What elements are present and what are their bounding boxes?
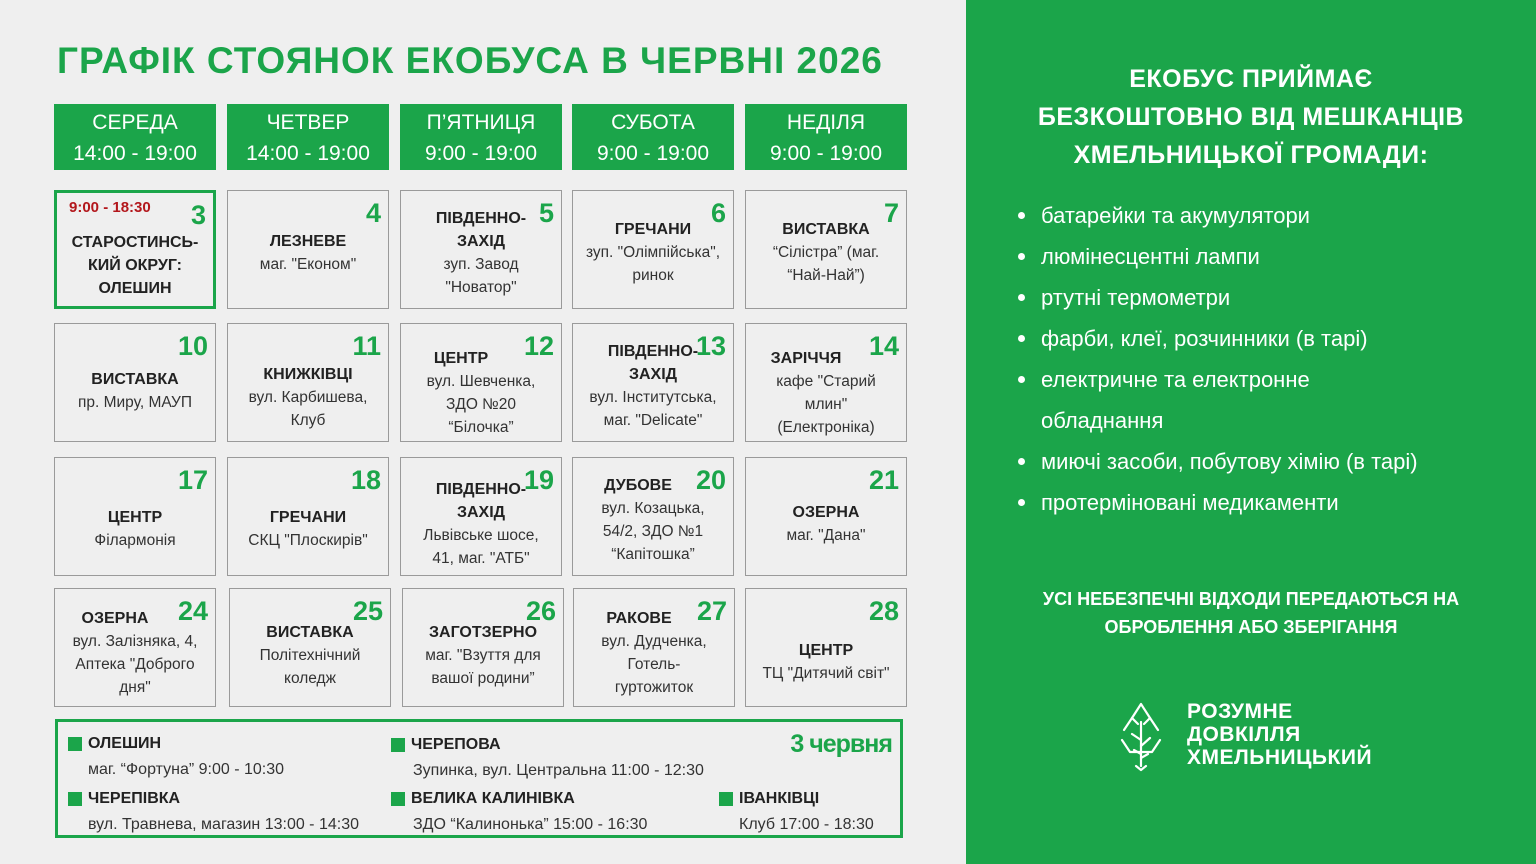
day-number: 25 <box>352 596 383 626</box>
logo-text <box>1187 700 1372 769</box>
cell-body <box>404 458 558 575</box>
day-name: СУБОТА <box>611 111 695 134</box>
village-address: Клуб 17:00 - 18:30 <box>739 816 874 833</box>
calendar-cell <box>54 323 216 442</box>
day-name: СЕРЕДА <box>92 111 178 134</box>
calendar-cell <box>745 323 907 442</box>
village-stop <box>391 732 704 784</box>
accepted-heading <box>966 60 1536 174</box>
location-name: РАКОВЕ <box>606 609 672 627</box>
list-item-text: батарейки та акумулятори <box>1041 203 1310 228</box>
bullet-icon <box>1018 499 1025 506</box>
day-number: 20 <box>695 465 726 495</box>
location-name: ДУБОВЕ <box>604 476 672 494</box>
calendar-cell <box>573 588 735 707</box>
list-item <box>1016 359 1376 441</box>
location-name: ЛЕЗНЕВЕ <box>269 232 347 250</box>
location-address: вул. Залізняка, 4, Аптека "Доброго дня" <box>72 632 198 696</box>
heading-line: ХМЕЛЬНИЦЬКОЇ ГРОМАДИ: <box>1073 141 1429 169</box>
village-stop-name-row <box>391 732 704 758</box>
location-name: ОЗЕРНА <box>81 609 149 627</box>
location-name: ЦЕНТР <box>798 641 854 659</box>
list-item-text: миючі засоби, побутову хімію (в тарі) <box>1041 449 1418 474</box>
village-schedule-date: 3 червня <box>790 730 892 758</box>
heading-line: БЕЗКОШТОВНО ВІД МЕШКАНЦІВ <box>1037 103 1465 131</box>
calendar-cell <box>54 190 216 309</box>
cell-body <box>576 458 730 575</box>
location-name: ВИСТАВКА <box>266 624 354 641</box>
cell-body <box>233 589 387 706</box>
location-name: ВИСТАВКА <box>91 370 179 388</box>
calendar-cell <box>54 588 216 707</box>
day-header-thursday <box>227 104 389 170</box>
location-address: вул. Козацька, 54/2, ЗДО №1 “Капітошка” <box>601 499 705 563</box>
location-name: ОЗЕРНА <box>792 503 860 521</box>
day-hours: 9:00 - 19:00 <box>769 142 883 165</box>
info-panel <box>966 0 1536 864</box>
calendar-cell <box>400 457 562 576</box>
square-bullet-icon <box>719 792 733 806</box>
note-line: УСІ НЕБЕЗПЕЧНІ ВІДХОДИ ПЕРЕДАЮТЬСЯ НА <box>1042 589 1460 609</box>
list-item-text: протерміновані медикаменти <box>1041 490 1339 515</box>
bullet-icon <box>1018 376 1025 383</box>
location-address: Політехнічний коледж <box>259 647 361 687</box>
calendar-cell <box>572 190 734 309</box>
day-number: 13 <box>695 331 726 361</box>
location-name: ЦЕНТР <box>107 508 163 526</box>
location-name: ПІВДЕННО-ЗАХІД <box>435 480 527 521</box>
list-item-text: фарби, клеї, розчинники (в тарі) <box>1041 326 1368 351</box>
day-number: 14 <box>868 331 899 361</box>
cell-body <box>58 458 212 575</box>
calendar-cell <box>227 190 389 309</box>
bullet-icon <box>1018 212 1025 219</box>
location-name: КНИЖКІВЦІ <box>263 366 353 383</box>
bullet-icon <box>1018 335 1025 342</box>
day-number: 26 <box>525 596 556 626</box>
calendar-cell <box>54 457 216 576</box>
heading-line: ЕКОБУС ПРИЙМАЄ <box>1129 65 1373 93</box>
square-bullet-icon <box>68 737 82 751</box>
village-stop <box>68 786 359 838</box>
day-number: 3 <box>190 200 206 230</box>
day-hours: 14:00 - 19:00 <box>73 142 197 165</box>
bullet-icon <box>1018 253 1025 260</box>
cell-body <box>404 191 558 308</box>
logo-line: РОЗУМНЕ <box>1187 700 1293 723</box>
calendar-cell <box>402 588 564 707</box>
logo-line: ХМЕЛЬНИЦЬКИЙ <box>1187 746 1373 769</box>
calendar-cell <box>572 323 734 442</box>
location-name: ПІВДЕННО-ЗАХІД <box>607 342 699 383</box>
location-name: ЦЕНТР <box>433 349 489 367</box>
location-address: зуп. Завод "Новатор" <box>443 255 519 296</box>
day-header-friday <box>400 104 562 170</box>
village-stop-name-row <box>68 786 359 812</box>
list-item-text: електричне та електронне обладнання <box>1041 367 1310 433</box>
village-name: ІВАНКІВЦІ <box>739 790 820 807</box>
village-stop-name-row <box>391 786 647 812</box>
calendar-cell <box>227 323 389 442</box>
bullet-icon <box>1018 294 1025 301</box>
day-number: 6 <box>710 198 726 228</box>
village-address: Зупинка, вул. Центральна 11:00 - 12:30 <box>413 762 704 779</box>
village-stop-name-row <box>68 731 284 757</box>
location-address: вул. Інститутська, маг. "Delicate" <box>589 388 717 429</box>
special-time: 9:00 - 18:30 <box>69 199 151 216</box>
location-address: СКЦ "Плоскирів" <box>248 531 368 549</box>
square-bullet-icon <box>391 738 405 752</box>
day-number: 5 <box>538 198 554 228</box>
day-number: 28 <box>868 596 899 626</box>
village-stop <box>68 731 284 783</box>
bullet-icon <box>1018 458 1025 465</box>
cell-body <box>749 458 903 575</box>
cell-body <box>576 324 730 441</box>
village-address: вул. Травнева, магазин 13:00 - 14:30 <box>88 816 359 833</box>
location-address: маг. "Взуття для вашої родини” <box>425 647 541 687</box>
list-item <box>1016 277 1521 318</box>
location-address: кафе "Старий млин" (Електроніка) <box>776 372 876 436</box>
cell-body <box>576 191 730 308</box>
calendar-cell <box>227 457 389 576</box>
location-name: ГРЕЧАНИ <box>614 221 692 238</box>
recycle-tree-logo-icon <box>1116 700 1166 772</box>
page-title: ГРАФІК СТОЯНОК ЕКОБУСА В ЧЕРВНІ 2026 <box>57 40 883 81</box>
village-name: ЧЕРЕПОВА <box>411 736 501 753</box>
location-address: маг. "Дана" <box>786 526 866 544</box>
cell-body <box>231 191 385 308</box>
day-name: НЕДІЛЯ <box>786 111 866 134</box>
logo-line: ДОВКІЛЛЯ <box>1187 723 1301 746</box>
square-bullet-icon <box>391 792 405 806</box>
cell-body <box>231 458 385 575</box>
cell-body <box>749 324 903 441</box>
cell-body <box>749 191 903 308</box>
cell-body <box>406 589 560 706</box>
cell-body <box>577 589 731 706</box>
calendar-cell <box>745 457 907 576</box>
day-name: П’ЯТНИЦЯ <box>426 111 536 134</box>
accepted-items-list <box>1016 195 1521 523</box>
day-number: 24 <box>177 596 208 626</box>
list-item <box>1016 441 1521 482</box>
day-number: 18 <box>350 465 381 495</box>
cell-body <box>60 193 210 306</box>
location-name: ВИСТАВКА <box>782 221 870 238</box>
location-address: вул. Дудченка, Готель-гуртожиток <box>601 632 707 696</box>
village-address: маг. “Фортуна” 9:00 - 10:30 <box>88 761 285 778</box>
village-name: ВЕЛИКА КАЛИНІВКА <box>411 790 575 807</box>
location-address: вул. Карбишева, Клуб <box>248 389 368 429</box>
calendar-cell <box>400 190 562 309</box>
calendar-cell <box>745 588 907 707</box>
note-line: ОБРОБЛЕННЯ АБО ЗБЕРІГАННЯ <box>1104 617 1398 637</box>
list-item-text: люмінесцентні лампи <box>1041 244 1260 269</box>
day-number: 27 <box>696 596 727 626</box>
cell-body <box>404 324 558 441</box>
day-hours: 9:00 - 19:00 <box>596 142 710 165</box>
location-address: зуп. "Олімпійська", ринок <box>585 244 721 284</box>
disposal-note <box>966 585 1536 641</box>
day-header-saturday <box>572 104 734 170</box>
cell-body <box>58 589 212 706</box>
location-name: ПІВДЕННО-ЗАХІД <box>435 209 527 250</box>
day-number: 21 <box>868 465 899 495</box>
village-stop <box>719 786 874 838</box>
day-number: 7 <box>883 198 899 228</box>
location-name: ЗАРІЧЧЯ <box>770 349 842 367</box>
village-stop-name-row <box>719 786 874 812</box>
cell-body <box>749 589 903 706</box>
location-address: Філармонія <box>94 531 176 549</box>
day-number: 11 <box>352 331 381 361</box>
location-address: ТЦ "Дитячий світ" <box>762 664 890 682</box>
calendar-cell <box>400 323 562 442</box>
location-address: маг. "Економ" <box>259 255 357 273</box>
day-number: 19 <box>523 465 554 495</box>
calendar-cell <box>572 457 734 576</box>
village-address: ЗДО “Калинонька” 15:00 - 16:30 <box>413 816 648 833</box>
day-number: 4 <box>365 198 381 228</box>
day-number: 10 <box>177 331 208 361</box>
day-name: ЧЕТВЕР <box>266 111 350 134</box>
day-number: 17 <box>177 465 208 495</box>
location-name: ГРЕЧАНИ <box>269 508 347 526</box>
location-name: ЗАГОТЗЕРНО <box>428 624 538 641</box>
location-address: вул. Шевченка, ЗДО №20 “Білочка” <box>426 372 536 436</box>
village-name: ОЛЕШИН <box>88 735 162 752</box>
day-number: 12 <box>523 331 554 361</box>
list-item <box>1016 236 1521 277</box>
village-name: ЧЕРЕПІВКА <box>88 790 181 807</box>
location-address: “Сілістра” (маг. “Най-Най”) <box>772 244 880 284</box>
list-item <box>1016 318 1521 359</box>
day-header-sunday <box>745 104 907 170</box>
list-item-text: ртутні термометри <box>1041 285 1231 310</box>
day-hours: 9:00 - 19:00 <box>424 142 538 165</box>
village-stop <box>391 786 647 838</box>
calendar-cell <box>229 588 391 707</box>
list-item <box>1016 195 1521 236</box>
village-schedule-box <box>55 719 903 838</box>
cell-body <box>58 324 212 441</box>
day-hours: 14:00 - 19:00 <box>246 142 370 165</box>
location-address: пр. Миру, МАУП <box>77 393 192 411</box>
location-address: Львівське шосе, 41, маг. "АТБ" <box>423 526 539 567</box>
list-item <box>1016 482 1521 523</box>
day-header-wednesday <box>54 104 216 170</box>
square-bullet-icon <box>68 792 82 806</box>
location-name: СТАРОСТИНСЬ-КИЙ ОКРУГ: ОЛЕШИН <box>71 234 199 297</box>
calendar-cell <box>745 190 907 309</box>
cell-body <box>231 324 385 441</box>
